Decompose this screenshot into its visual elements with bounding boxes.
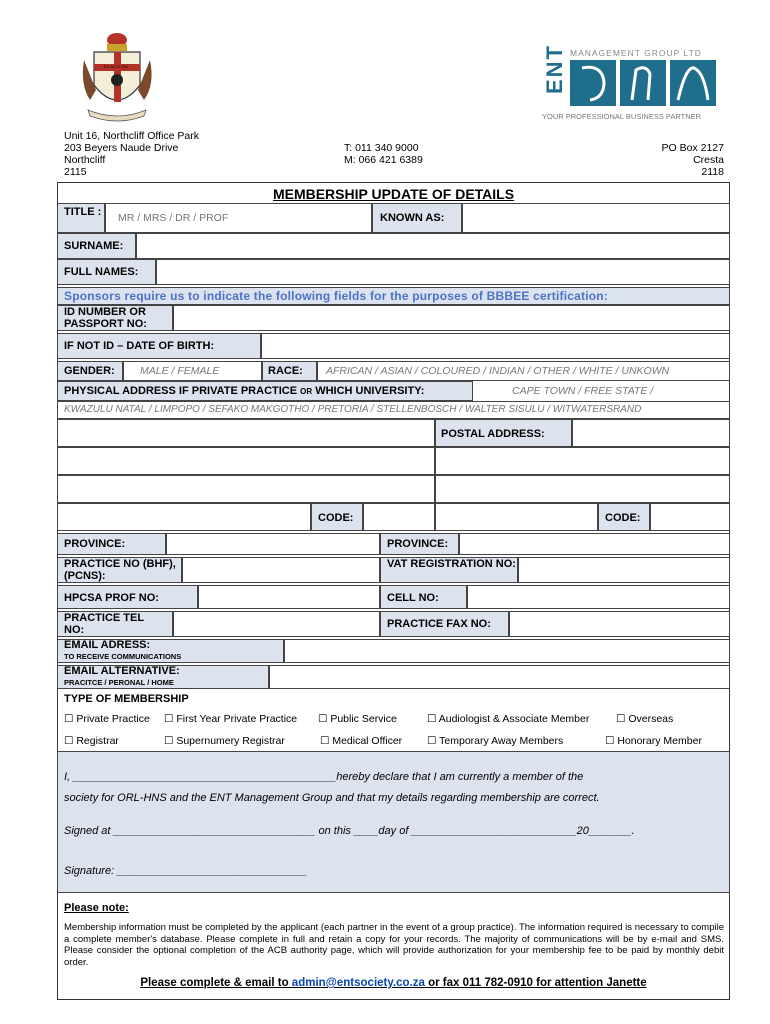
ent-logo [542,44,722,124]
membership-option-first-year[interactable]: ☐ First Year Private Practice [164,713,298,725]
hpcsa-input[interactable] [198,585,380,609]
surname-label: SURNAME: [64,240,124,252]
practice-tel-input[interactable] [173,611,380,637]
society-crest [80,30,155,125]
postal-address-line-1[interactable] [572,419,730,447]
membership-option-overseas[interactable]: ☐ Overseas [616,713,674,725]
full-names-input[interactable] [156,259,730,285]
province-label-2: PROVINCE: [387,538,449,550]
postal-address-line-2[interactable] [435,447,730,475]
surname-input[interactable] [136,233,730,259]
email-alt-label: EMAIL ALTERNATIVE: PRACITCE / PERONAL / HOME [64,665,180,687]
universities-line-1: CAPE TOWN / FREE STATE / [512,385,654,397]
sponsors-note: Sponsors require us to indicate the following fields for the purposes of BBBEE certification: [64,289,608,303]
hpcsa-label: HPCSA PROF NO: [64,592,159,604]
physical-address-label: PHYSICAL ADDRESS IF PRIVATE PRACTICE OR WHICH UNIVERSITY: [64,385,425,397]
signature-line[interactable]: Signature: _______________________________ [64,865,307,877]
logo-tagline: YOUR PROFESSIONAL BUSINESS PARTNER [542,112,702,121]
logo-images-icon [570,60,718,106]
code-input-2[interactable] [650,503,730,531]
form-title: MEMBERSHIP UPDATE OF DETAILS [272,186,515,202]
province-input-2[interactable] [459,533,730,555]
logo-text: MANAGEMENT GROUP LTD [570,48,702,58]
practice-no-input[interactable] [182,557,380,583]
physical-address-line-2[interactable] [57,447,435,475]
signed-at-line[interactable]: Signed at _________________________________ on this ____day of ___________________________20_______. [64,825,635,837]
id-input[interactable] [173,305,730,331]
email-input[interactable] [284,639,730,663]
email-label: EMAIL ADRESS: TO RECEIVE COMMUNICATIONS [64,639,182,661]
physical-address-line-4[interactable] [57,503,311,531]
membership-option-supernumery[interactable]: ☐ Supernumery Registrar [164,735,285,747]
gender-options: MALE / FEMALE [140,365,220,377]
email-link[interactable]: admin@entsociety.co.za [291,977,425,989]
code-label-2: CODE: [605,512,641,524]
province-label-1: PROVINCE: [64,538,126,550]
postal-address-line-4[interactable] [435,503,598,531]
physical-address-line-3[interactable] [57,475,435,503]
membership-option-temporary[interactable]: ☐ Temporary Away Members [427,735,564,747]
membership-option-medical-officer[interactable]: ☐ Medical Officer [320,735,403,747]
race-options: AFRICAN / ASIAN / COLOURED / INDIAN / OTHER / WHITE / UNKOWN [326,365,670,377]
dob-label: IF NOT ID – DATE OF BIRTH: [64,340,215,352]
practice-no-label: PRACTICE NO (BHF),(PCNS): [64,558,176,582]
cell-no-label: CELL NO: [387,592,439,604]
id-label: ID NUMBER OR PASSPORT NO: [64,306,147,330]
email-alt-input[interactable] [269,665,730,689]
declaration-line-2: society for ORL-HNS and the ENT Management Group and that my details regarding membership are correct. [64,792,600,804]
membership-option-private[interactable]: ☐ Private Practice [64,713,150,725]
code-label-1: CODE: [318,512,354,524]
membership-option-audiologist[interactable]: ☐ Audiologist & Associate Member [427,713,590,725]
known-as-label: KNOWN AS: [380,212,445,224]
race-label: RACE: [268,365,303,377]
membership-type-heading: TYPE OF MEMBERSHIP [64,693,189,705]
vat-input[interactable] [518,557,730,583]
dob-input[interactable] [261,333,730,359]
code-input-1[interactable] [363,503,435,531]
contact-numbers: T: 011 340 9000 M: 066 421 6389 [344,142,423,166]
declaration-line-1: I, ___________________________________________hereby declare that I am currently a member of the [64,771,584,783]
membership-option-public[interactable]: ☐ Public Service [318,713,397,725]
membership-option-registrar[interactable]: ☐ Registrar [64,735,119,747]
practice-tel-label: PRACTICE TEL NO: [64,612,144,636]
postal-address-line-3[interactable] [435,475,730,503]
universities-line-2: KWAZULU NATAL / LIMPOPO / SEFAKO MAKGOTHO / PRETORIA / STELLENBOSCH / WALTER SISULU / WITWATERSRAND [64,404,642,415]
vat-label: VAT REGISTRATION NO: [387,558,516,570]
title-label: TITLE : [64,206,102,218]
practice-fax-input[interactable] [509,611,730,637]
full-names-label: FULL NAMES: [64,266,139,278]
known-as-input[interactable] [462,203,730,233]
left-address: Unit 16, Northcliff Office Park 203 Beyers Naude Drive Northcliff 2115 [64,130,199,178]
province-input-1[interactable] [166,533,380,555]
cell-no-input[interactable] [467,585,730,609]
right-address: PO Box 2127 Cresta 2118 [661,142,724,178]
gender-label: GENDER: [64,365,115,377]
membership-option-honorary[interactable]: ☐ Honorary Member [605,735,702,747]
footer-instruction: Please complete & email to admin@entsociety.co.za or fax 011 782-0910 for attention Janette [140,977,647,989]
note-heading: Please note: [64,902,129,914]
practice-fax-label: PRACTICE FAX NO: [387,618,491,630]
physical-address-line-1[interactable] [57,419,435,447]
crest-motto: EX ALTO VIS [104,64,128,69]
title-options: MR / MRS / DR / PROF [118,212,229,224]
postal-address-label: POSTAL ADDRESS: [441,428,545,440]
note-body: Membership information must be completed by the applicant (each partner in the event of a group practice). The information required is necessary to compile a complete member's database. Please complete in full and retain a copy for your records. The majority of communications will be by e-mail and SMS. Please consider the optional completion of the ACB authority page, which will provide authorization for your membership fee to be paid by monthly debit order. [64,922,724,968]
logo-letters: ENT [542,44,567,94]
